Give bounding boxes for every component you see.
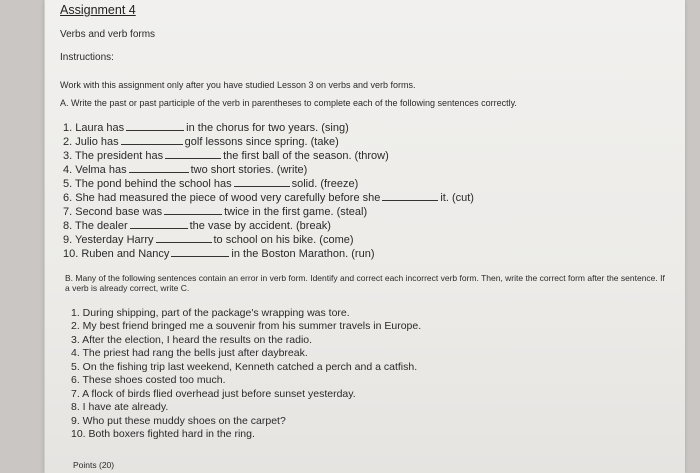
part-b-item: 7. A flock of birds flied overhead just before sunset yesterday. [71,388,356,400]
answer-blank[interactable] [130,219,188,229]
answer-blank[interactable] [164,205,222,215]
part-b-item: 6. These shoes costed too much. [71,374,226,386]
answer-blank[interactable] [382,191,438,201]
part-b-heading: B. Many of the following sentences contain an error in verb form. Identify and correct each incorrect verb form. Then, write the correct form after the sentence. If a verb is already correct, write C. [65,273,665,293]
part-a-item: 3. The president has the first ball of the season. (throw) [63,150,389,162]
part-b-item: 3. After the election, I heard the results on the radio. [71,334,313,346]
points-label: Points (20) [73,460,115,470]
part-b-item: 2. My best friend bringed me a souvenir from his summer travels in Europe. [71,320,422,332]
part-a-item: 8. The dealer the vase by accident. (break) [63,220,331,232]
answer-blank[interactable] [126,121,184,131]
part-a-item: 7. Second base was twice in the first game. (steal) [63,206,368,218]
instructions-label: Instructions: [60,52,114,63]
part-a-item: 9. Yesterday Harry to school on his bike. (come) [63,234,354,246]
answer-blank[interactable] [121,135,183,145]
part-b-item: 1. During shipping, part of the package's wrapping was tore. [71,307,350,319]
part-a-item: 4. Velma has two short stories. (write) [63,164,308,176]
part-b-item: 5. On the fishing trip last weekend, Kenneth catched a perch and a catfish. [71,361,418,373]
part-a-item: 2. Julio has golf lessons since spring. (take) [63,136,339,148]
answer-blank[interactable] [156,233,212,243]
part-a-item: 10. Ruben and Nancy in the Boston Marathon. (run) [63,248,375,260]
part-a-item: 5. The pond behind the school has solid. (freeze) [63,178,359,190]
part-a-item: 1. Laura has in the chorus for two years. (sing) [63,122,349,134]
answer-blank[interactable] [129,163,189,173]
answer-blank[interactable] [165,149,221,159]
part-b-item: 8. I have ate already. [71,401,169,413]
part-a-heading: A. Write the past or past participle of the verb in parentheses to complete each of the following sentences correctly. [60,98,517,108]
part-b-item: 4. The priest had rang the bells just after daybreak. [71,347,308,359]
assignment-sheet [44,0,685,473]
assignment-subtitle: Verbs and verb forms [60,29,156,40]
part-b-item: 10. Both boxers fighted hard in the ring. [71,428,255,440]
answer-blank[interactable] [234,177,290,187]
part-b-item: 9. Who put these muddy shoes on the carpet? [71,415,286,427]
answer-blank[interactable] [171,247,229,257]
part-a-item: 6. She had measured the piece of wood very carefully before she it. (cut) [63,192,474,204]
assignment-title: Assignment 4 [60,3,136,17]
work-note: Work with this assignment only after you have studied Lesson 3 on verbs and verb forms. [60,80,416,90]
